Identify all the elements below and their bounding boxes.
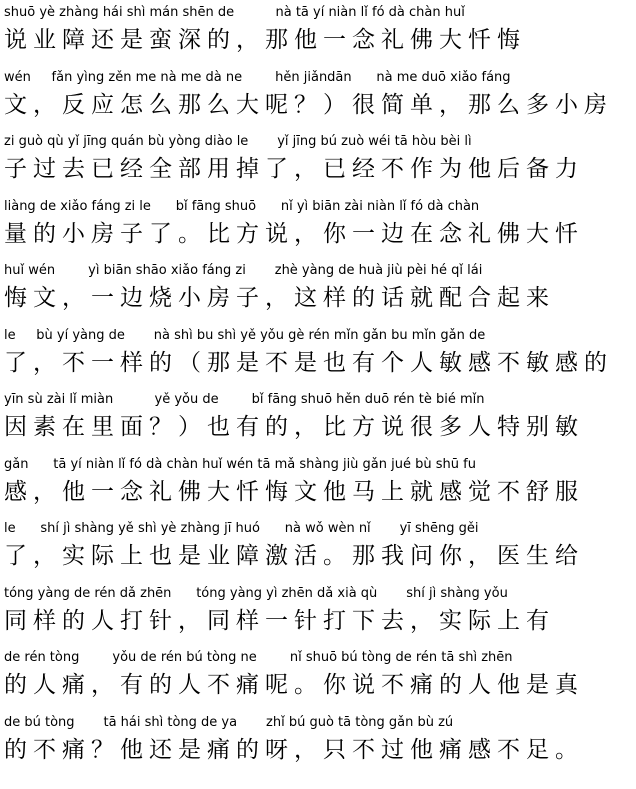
hanzi-row: 说业障还是蛮深的，那他一念礼佛大忏悔 [4, 27, 526, 53]
hanzi-row: 子过去已经全部用掉了，已经不作为他后备力 [4, 156, 584, 182]
pinyin-row: shuō yè zhàng hái shì mán shēn de nà tā yí niàn lǐ fó dà chàn huǐ [4, 5, 465, 20]
pinyin-row: huǐ wén yì biān shāo xiǎo fáng zi zhè yàng de huà jiù pèi hé qǐ lái [4, 263, 483, 278]
text-line [4, 0, 632, 65]
hanzi-row: 了，不一样的（那是不是也有个人敏感不敏感的 [4, 349, 613, 376]
pinyin-row: le bù yí yàng de nà shì bu shì yě yǒu gè rén mǐn gǎn bu mǐn gǎn de [4, 327, 486, 343]
pinyin-row: liàng de xiǎo fáng zi le bǐ fāng shuō nǐ yì biān zài niàn lǐ fó dà chàn [4, 198, 480, 214]
hanzi-row: 同样的人打针，同样一针打下去，实际上有 [4, 607, 555, 634]
pinyin-row: zi guò qù yǐ jīng quán bù yòng diào le yǐ jīng bú zuò wéi tā hòu bèi lì [4, 134, 472, 149]
text-line [4, 452, 632, 517]
hanzi-row: 的不痛？他还是痛的呀，只不过他痛感不足。 [4, 736, 584, 763]
text-line [4, 710, 632, 775]
hanzi-row: 悔文，一边烧小房子，这样的话就配合起来 [4, 285, 555, 311]
pinyin-row: de bú tòng tā hái shì tòng de ya zhǐ bú guò tā tòng gǎn bù zú [4, 714, 454, 730]
text-line [4, 645, 632, 710]
pinyin-row: le shí jì shàng yě shì yè zhàng jī huó nà wǒ wèn nǐ yī shēng gěi [4, 521, 479, 536]
text-line [4, 194, 632, 259]
text-line [4, 258, 632, 323]
pinyin-row: yīn sù zài lǐ miàn yě yǒu de bǐ fāng shuō hěn duō rén tè bié mǐn [4, 392, 485, 407]
hanzi-row: 量的小房子了。比方说，你一边在念礼佛大忏 [4, 220, 584, 247]
hanzi-row: 感，他一念礼佛大忏悔文他马上就感觉不舒服 [4, 478, 584, 505]
hanzi-row: 的人痛，有的人不痛呢。你说不痛的人他是真 [4, 672, 584, 698]
text-line [4, 387, 632, 452]
pinyin-row: gǎn tā yí niàn lǐ fó dà chàn huǐ wén tā mǎ shàng jiù gǎn jué bù shū fu [4, 456, 476, 472]
text-line [4, 65, 632, 130]
pinyin-row: tóng yàng de rén dǎ zhēn tóng yàng yì zhēn dǎ xià qù shí jì shàng yǒu [4, 585, 508, 601]
hanzi-row: 因素在里面？）也有的，比方说很多人特别敏 [4, 414, 584, 440]
text-line [4, 323, 632, 388]
hanzi-row: 了，实际上也是业障激活。那我问你，医生给 [4, 543, 584, 569]
hanzi-row: 文，反应怎么那么大呢？）很简单，那么多小房 [4, 91, 613, 118]
pinyin-row: de rén tòng yǒu de rén bú tòng ne nǐ shuō bú tòng de rén tā shì zhēn [4, 650, 513, 665]
text-line [4, 581, 632, 646]
text-line [4, 516, 632, 581]
pinyin-row: wén fǎn yìng zěn me nà me dà ne hěn jiǎndān nà me duō xiǎo fáng [4, 69, 511, 85]
text-line [4, 129, 632, 194]
